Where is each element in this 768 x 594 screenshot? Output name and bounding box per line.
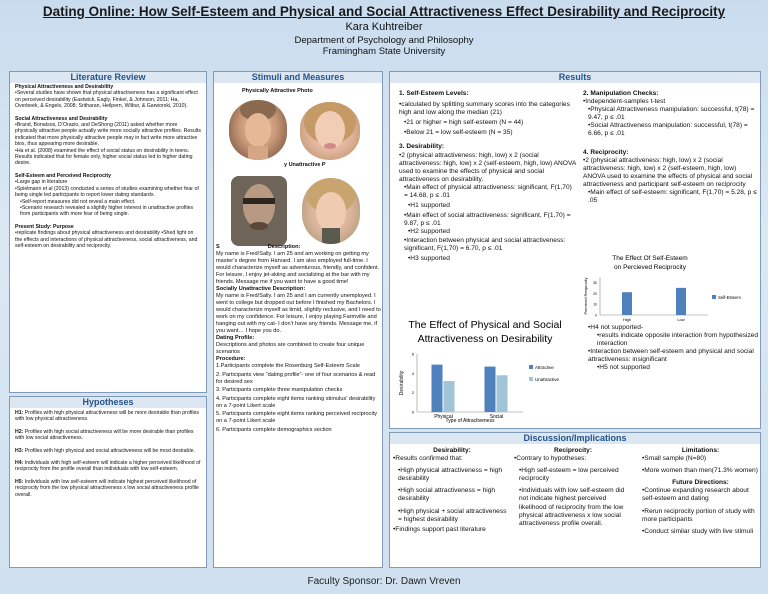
desirability-text: •H1 supported: [408, 202, 450, 210]
reciprocity-text: •Main effect of self-esteem: significant, F(1,70) = 5.28, p ≤ .05: [588, 189, 757, 205]
y-tick-label: 6: [411, 351, 414, 357]
limitations-col-title: Limitations:: [681, 447, 720, 454]
y-tick-label: 2: [411, 390, 414, 396]
y-tick-label: 0: [595, 313, 597, 318]
literature-review-panel: [9, 71, 207, 393]
self-esteem-text: •calculated by splitting summary scores into the categories high and low along the median (21): [399, 101, 570, 117]
procedure-step: 5. Participants complete eight items ranking perceived reciprocity on a 7-point Likert scale: [216, 411, 378, 424]
desirability-title: 3. Desirability:: [399, 143, 445, 151]
unattractive-caption: y Unattractive P: [284, 162, 326, 168]
legend-label: Unattractive: [535, 377, 560, 382]
y-tick-label: 30: [593, 280, 597, 285]
reciprocity-text: •results indicate opposite interaction from hypothesized interaction: [597, 332, 759, 348]
reciprocity-text: •2 (physical attractiveness: high, low) x 2 (social attractiveness: high, low) x 2 (self-esteem, high, low) ANOVA used to examine the effects of physical and social attractiveness and participant self-esteem on reciprocity: [583, 156, 753, 188]
bar-unattractive: [497, 375, 508, 412]
bar-self-esteem: [676, 288, 686, 315]
legend-swatch: [529, 377, 533, 381]
university: Framingham State University: [322, 46, 446, 57]
discussion-text: •Results confirmed that:: [393, 455, 463, 463]
discussion-text: •High social attractiveness = high desirability: [398, 487, 496, 503]
desirability-text: •2 (physical attractiveness: high, low) x 2 (social attractiveness: high, low) x 2 (self-esteem, high, low) ANOVA used to examine the effects of physical and social attractiveness on desirability.: [399, 151, 576, 183]
manipulation-text: •Social Attractiveness manipulation: successful, t(78) = 6.66, p ≤ .01: [588, 122, 748, 138]
attractive-description-title: S Description:: [216, 244, 301, 250]
lit-paragraph: •Ha et al. (2008) examined the effect of social status on desirability in teens. Results indicated that for female only, higher social status led to higher dating desire.: [15, 147, 193, 167]
chart-title-line2: on Percieved Reciprocity: [614, 264, 686, 271]
unattractive-description: My name is Fred/Sally. I am 25 and I am currently unemployed. I went to college but dropped out before I finished my Bachelors. I would characterize myself as timid, slightly reclusive, and I need to work on my confidence. For leisure, I enjoy playing Farmville and hanging out with my cat- I don’t have any friends. Message me, if you want… I hope you do.: [216, 293, 381, 334]
desirability-col-title: Desirability:: [433, 447, 471, 454]
legend-label: Attractive: [535, 365, 554, 370]
self-esteem-title: 1. Self-Esteem Levels:: [399, 90, 469, 97]
hypothesis-item: H4: Individuals with high self-esteem will indicate a higher perceived likelihood of reciprocity from the profile overall than individuals with low self-esteem.: [15, 460, 201, 473]
attractive-male-image: [229, 100, 287, 160]
attractive-female-image: [300, 102, 360, 160]
lit-paragraph: •Brand, Bonatsos, D’Orazio, and DeShong (2011) asked whether more physically attractive people actually write more socially attractive profiles. Results indicated that more physically attractive people may in fact write more attractive bios, thus appearing more desirable.: [15, 122, 201, 148]
photo-caption: Physically Attractive Photo: [242, 88, 313, 94]
desirability-text: •H2 supported: [408, 228, 450, 236]
lit-paragraph: •replicate findings about physical attractiveness and desirability •Shed light on the effects and interactions of physical attractiveness, social attractiveness, and self-esteem on desirability and reciprocity.: [15, 230, 198, 249]
y-tick-label: 10: [593, 302, 597, 307]
results-panel: [389, 71, 761, 429]
attractive-male-photo: [229, 100, 287, 160]
faculty-sponsor: Faculty Sponsor: Dr. Dawn Vreven: [307, 576, 461, 587]
self-esteem-text: •21 or higher = high self-esteem (N = 44): [404, 119, 524, 127]
procedure-step: 4. Participants complete eight items ranking stimulus’ desirability on a 7-point Likert scale: [216, 395, 376, 409]
discussion-text: •Individuals with low self-esteem did not indicate highest perceived likelihood of reciprocity from the low physical attractiveness x low social attractiveness profile overall.: [519, 487, 625, 527]
discussion-text: •High physical attractiveness = high desirability: [398, 467, 503, 483]
unattractive-female-photo: [302, 178, 360, 244]
discussion-text: •Small sample (N=80): [642, 455, 707, 463]
lit-section-title: Physical Attractiveness and Desirability: [15, 84, 114, 90]
legend-label: Self-Esteem: [718, 295, 741, 300]
x-tick-label: Social: [489, 414, 504, 420]
stimuli-panel: [213, 71, 383, 568]
manipulation-title: 2. Manipulation Checks:: [583, 90, 659, 97]
attractive-description: My name is Fred/Sally. I am 25 and am working on getting my master’s degree from Harvard. I am also employed full-time. I would characterize myself as adventurous, friendly, and confident. For leisure, I enjoy jet-skiing and socializing at the bar with my friends. Message me if you want to have a good time!: [216, 251, 380, 285]
discussion-text: •Conduct similar study with live stimuli: [642, 527, 754, 535]
hypothesis-item: H3: Profiles with high physical and social attractiveness will be most desirable.: [15, 447, 195, 454]
desirability-chart: [395, 316, 575, 424]
literature-review-heading: Literature Review: [10, 72, 206, 83]
reciprocity-text: •H4 not supported-: [588, 324, 644, 331]
bar-unattractive: [444, 381, 455, 412]
desirability-text: •H3 supported: [408, 254, 450, 262]
lit-paragraph: •Spielmann et al (2013) conducted a series of studies examining whether fear of being single led participants to report lower dating standards.: [15, 185, 199, 199]
x-tick-label: Low: [677, 317, 685, 322]
lit-section-title: Self-Esteem and Perceived Reciprocity: [15, 172, 112, 179]
department: Department of Psychology and Philosophy: [294, 35, 474, 46]
manipulation-text: •Independent-samples t-test: [583, 98, 666, 106]
lit-paragraph: •Scenario research revealed a slightly higher interest in unattractive profiles from participants with more fear of being single.: [20, 204, 194, 218]
procedure-step: 2. Participants view “dating profile”- one of four scenarios & read for desired sex: [216, 371, 376, 385]
procedure-step: 3. Participants complete three manipulation checks: [216, 387, 343, 393]
bar-attractive: [485, 367, 496, 412]
desirability-text: •Main effect of social attractiveness: significant, F(1,70) = 9.87, p ≤ .01: [404, 212, 571, 228]
stimuli-heading: Stimuli and Measures: [214, 72, 382, 83]
lit-paragraph: •Several studies have shown that physical attractiveness has a significant effect on perceived desirability (Eastwick, Eagly, Finkel, & Johnson, 2011; Ha, Overbeek, & Engels, 2008; Sritharan, Heilpern, Wilbur, & Garworski, 2010).: [15, 90, 198, 110]
discussion-text: •High self-esteem = low perceived reciprocity: [519, 467, 619, 483]
procedure-step: 1.Participants complete the Rosenburg Self-Esteem Scale: [216, 363, 360, 369]
dating-profile-text: Descriptions and photos are combined to create four unique scenarios: [216, 342, 365, 355]
unattractive-description-title: Socially Unattractive Description:: [216, 286, 306, 292]
discussion-text: •Continue expanding research about self-esteem and dating: [642, 487, 749, 503]
reciprocity-text: •H5 not supported: [597, 364, 650, 372]
discussion-text: •Contrary to hypotheses:: [514, 455, 587, 463]
desirability-text: •Main effect of physical attractiveness: significant, F(1,70) = 14.68, p ≤ .01: [404, 183, 572, 200]
chart-title-line1: The Effect of Physical and Social: [408, 319, 562, 331]
x-axis-label: Type of Attractiveness: [445, 418, 495, 424]
x-tick-label: Physical: [434, 414, 453, 420]
procedure-title: Procedure:: [216, 356, 246, 362]
hypotheses-heading: Hypotheses: [10, 397, 206, 408]
unattractive-male-photo: [231, 176, 287, 246]
author: Kara Kuhtreiber: [345, 21, 423, 33]
poster-title: Dating Online: How Self-Esteem and Physical and Social Attractiveness Effect Desirability and Reciprocity: [42, 4, 726, 19]
reciprocity-col-title: Reciprocity:: [553, 447, 593, 454]
y-tick-label: 20: [593, 291, 597, 296]
unattractive-male-image: [231, 176, 287, 246]
discussion-panel: [389, 432, 761, 568]
lit-paragraph: •Self-report measures did not reveal a main effect.: [20, 198, 136, 205]
reciprocity-chart: [580, 251, 758, 325]
lit-paragraph: •Large gap in literature: [15, 179, 68, 186]
legend-swatch: [529, 365, 533, 369]
self-esteem-text: •Below 21 = low self-esteem (N = 35): [404, 129, 513, 137]
hypothesis-item: H5: Individuals with low self-esteem will indicate highest perceived likelihood of reciprocity from the low physical attractiveness x low social attractiveness profile overall.: [15, 478, 199, 498]
discussion-heading: Discussion/Implications: [390, 433, 760, 444]
discussion-text: •Rerun reciprocity portion of study with more participants: [642, 507, 755, 523]
reciprocity-title: 4. Reciprocity:: [583, 148, 629, 156]
lit-section-title: Social Attractiveness and Desirability: [15, 115, 108, 122]
discussion-text: •Findings support past literature: [393, 525, 486, 533]
manipulation-text: •Physical Attractiveness manipulation: successful, t(78) = 9.47, p ≤ .01: [588, 106, 755, 122]
discussion-text: •More women than men(71.3% women): [642, 467, 758, 475]
desirability-text: •Interaction between physical and social attractiveness: significant, F(1,70) = 6.70, p ≤ .01: [404, 236, 566, 252]
lit-section-title: Present Study: Purpose: [15, 223, 74, 230]
legend-swatch: [712, 295, 716, 299]
reciprocity-text: •Interaction between self-esteem and physical and social attractiveness: insignificant: [588, 348, 754, 364]
hypothesis-item: H1: Profiles with high physical attractiveness will be more desirable than profiles with low physical attractiveness.: [15, 410, 199, 423]
chart-title-line1: The Effect Of Self-Esteem: [612, 255, 688, 262]
results-heading: Results: [390, 72, 760, 83]
discussion-text: •High physical + social attractiveness = highest desirability: [398, 507, 507, 523]
bar-self-esteem: [622, 292, 632, 315]
bar-attractive: [432, 365, 443, 412]
hypotheses-panel: [9, 396, 207, 568]
unattractive-female-image: [302, 178, 360, 244]
hypothesis-item: H2: Profiles with high social attractiveness will be more desirable than profiles with low social attractiveness.: [15, 428, 194, 442]
procedure-step: 6. Participants complete demographics section: [216, 426, 332, 433]
attractive-female-photo: [300, 102, 360, 160]
future-directions-title: Future Directions:: [672, 479, 729, 487]
dating-profile-title: Dating Profile:: [216, 335, 255, 341]
x-tick-label: High: [622, 317, 632, 322]
y-axis-label: Desirability: [399, 370, 405, 396]
y-tick-label: 4: [411, 370, 414, 376]
chart-title-line2: Attractiveness on Desirability: [417, 333, 553, 345]
y-tick-label: 0: [411, 409, 414, 415]
y-axis-label: Perceived Reciprocity: [584, 277, 588, 315]
